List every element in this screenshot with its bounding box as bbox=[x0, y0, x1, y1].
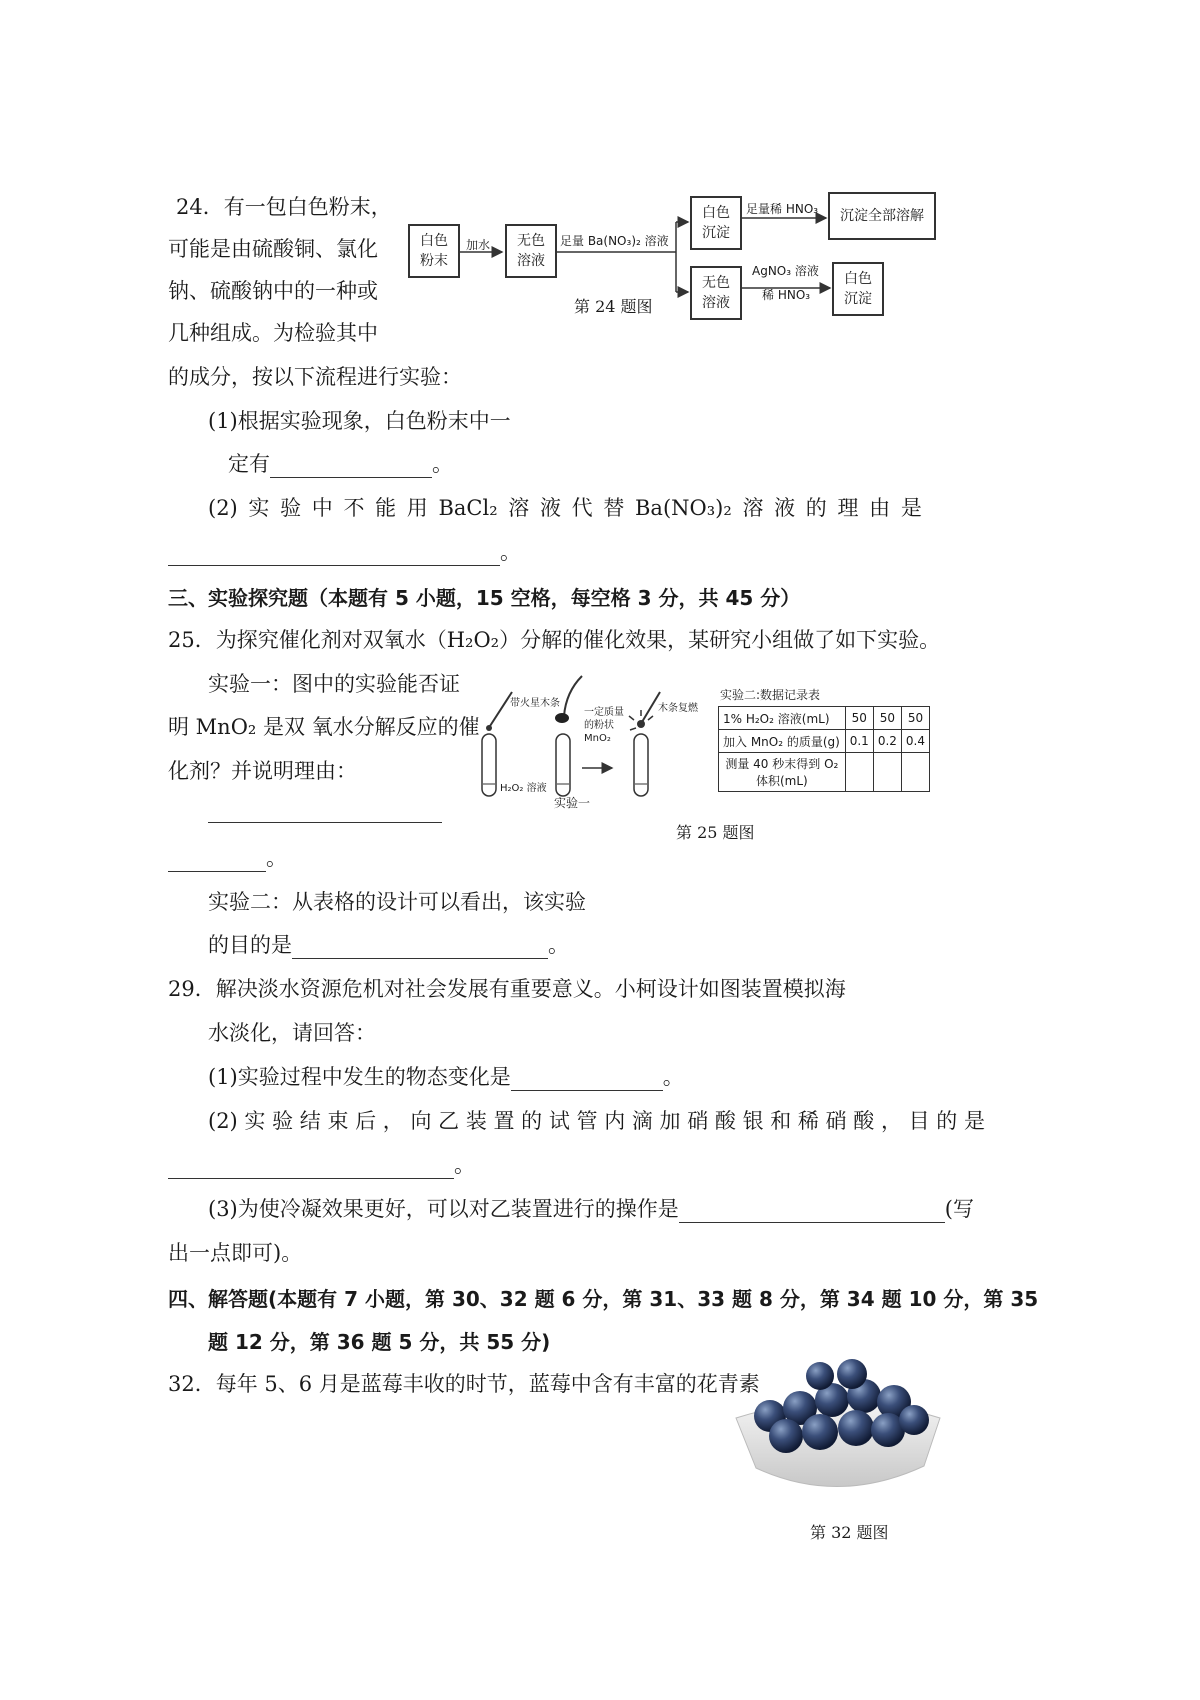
q25-exp1-line-2: 明 MnO₂ 是双 氧水分解反应的催 bbox=[168, 715, 480, 739]
q25-exp2-line-a: 实验二：从表格的设计可以看出，该实验 bbox=[208, 890, 586, 914]
q29-sub3-line-a bbox=[208, 1195, 974, 1223]
table-cell: 0.2 bbox=[873, 730, 901, 753]
box-text: 溶液 bbox=[517, 253, 545, 269]
q25-exp2-answer-blank[interactable] bbox=[292, 936, 548, 959]
label-h2o2-solution: H₂O₂ 溶液 bbox=[500, 783, 547, 794]
section-3-heading: 三、实验探究题（本题有 5 小题，15 空格，每空格 3 分，共 45 分） bbox=[168, 586, 801, 610]
table-row bbox=[719, 730, 930, 753]
record-table-title: 实验二:数据记录表 bbox=[720, 688, 821, 702]
q29-sub1-prefix: (1)实验过程中发生的物态变化是 bbox=[208, 1065, 511, 1089]
q25-figure-caption: 第 25 题图 bbox=[676, 823, 755, 842]
q24-figure-caption: 第 24 题图 bbox=[574, 297, 653, 316]
q29-sub3-tail: (写 bbox=[944, 1197, 974, 1221]
q24-line-1: 24．有一包白色粉末， bbox=[176, 195, 392, 219]
q29-sub2-line-b bbox=[168, 1151, 475, 1179]
section-4-heading-a: 四、解答题(本题有 7 小题，第 30、32 题 6 分，第 31、33 题 8 分，第 34 题 10 分，第 35 bbox=[168, 1287, 1039, 1311]
q24-sub2-answer-blank[interactable] bbox=[168, 543, 500, 566]
q24-line-3: 钠、硫酸钠中的一种或 bbox=[168, 279, 378, 303]
table-cell bbox=[901, 753, 929, 792]
arrow-label-agno3: AgNO₃ 溶液 bbox=[752, 264, 819, 278]
table-cell: 加入 MnO₂ 的质量(g) bbox=[719, 730, 846, 753]
q25-exp2-prefix: 的目的是 bbox=[208, 933, 292, 957]
q29-sub2-line-a: (2) 实 验 结 束 后 ， 向 乙 装 置 的 试 管 内 滴 加 硝 酸 银 和 稀 硝 酸 ， 目 的 是 bbox=[208, 1109, 985, 1133]
arrow-label-water: 加水 bbox=[466, 238, 491, 252]
q29-sub1-end: 。 bbox=[662, 1065, 684, 1089]
q24-line-4: 几种组成。为检验其中 bbox=[168, 321, 378, 345]
arrow-label-ba-nitrate: 足量 Ba(NO₃)₂ 溶液 bbox=[560, 234, 669, 248]
section-4-heading-b: 题 12 分，第 36 题 5 分，共 55 分) bbox=[208, 1330, 551, 1354]
q25-exp1-answer-blank-1[interactable] bbox=[208, 822, 442, 823]
table-row bbox=[719, 707, 930, 730]
q24-line-2: 可能是由硫酸铜、氯化 bbox=[168, 237, 378, 261]
label-line: 的粉状 bbox=[584, 720, 614, 731]
q25-stem: 25．为探究催化剂对双氧水（H₂O₂）分解的催化效果，某研究小组做了如下实验。 bbox=[168, 628, 941, 652]
table-cell bbox=[845, 753, 873, 792]
q24-sub1-end: 。 bbox=[432, 452, 453, 476]
box-text: 白色 bbox=[844, 271, 872, 287]
q29-stem-b: 水淡化，请回答： bbox=[208, 1021, 376, 1045]
q29-sub1-answer-blank[interactable] bbox=[511, 1068, 663, 1091]
table-cell: 0.4 bbox=[901, 730, 929, 753]
q24-sub1-line-a: (1)根据实验现象，白色粉末中一 bbox=[208, 409, 511, 433]
q24-sub2-line-a: (2) 实 验 中 不 能 用 BaCl₂ 溶 液 代 替 Ba(NO₃)₂ 溶 液 的 理 由 是 bbox=[208, 496, 922, 520]
q25-exp2-end: 。 bbox=[548, 933, 569, 957]
box-text: 无色 bbox=[517, 233, 545, 249]
q29-sub3-prefix: (3)为使冷凝效果更好，可以对乙装置进行的操作是 bbox=[208, 1197, 679, 1221]
q29-sub2-answer-blank[interactable] bbox=[168, 1156, 454, 1179]
box-text: 溶液 bbox=[702, 295, 730, 311]
label-experiment-1: 实验一 bbox=[554, 796, 591, 810]
table-cell: 50 bbox=[845, 707, 873, 730]
q32-stem: 32．每年 5、6 月是蓝莓丰收的时节，蓝莓中含有丰富的花青素 bbox=[168, 1372, 760, 1396]
q29-sub1 bbox=[208, 1063, 684, 1091]
q29-sub3-line-b: 出一点即可)。 bbox=[168, 1241, 303, 1265]
label-line: MnO₂ bbox=[584, 733, 611, 744]
label-stick-reignites: 木条复燃 bbox=[658, 703, 698, 714]
q25-exp1-line-4 bbox=[168, 844, 287, 872]
blueberry-bowl-image bbox=[728, 1356, 948, 1506]
arrow-label-hno3: 足量稀 HNO₃ bbox=[746, 202, 819, 216]
table-cell: 50 bbox=[873, 707, 901, 730]
q25-exp1-end: 。 bbox=[266, 846, 287, 870]
record-table bbox=[718, 706, 930, 792]
table-cell: 1% H₂O₂ 溶液(mL) bbox=[719, 707, 846, 730]
q24-sub1-prefix: 定有 bbox=[228, 452, 270, 476]
q25-exp1-line-1: 实验一：图中的实验能否证 bbox=[208, 672, 460, 696]
flow-arrows bbox=[0, 0, 1200, 400]
q29-sub2-end: 。 bbox=[454, 1153, 475, 1177]
q24-sub2-line-b bbox=[168, 538, 521, 566]
box-text: 粉末 bbox=[420, 253, 448, 269]
q32-figure-caption: 第 32 题图 bbox=[810, 1523, 889, 1542]
box-text: 沉淀 bbox=[844, 291, 872, 307]
label-glowing-stick: 带火星木条 bbox=[510, 698, 560, 709]
q24-sub1-answer-blank[interactable] bbox=[270, 455, 432, 478]
q25-exp1-line-3: 化剂？并说明理由： bbox=[168, 759, 357, 783]
arrow-label-dilute-hno3: 稀 HNO₃ bbox=[762, 288, 811, 302]
table-row bbox=[719, 753, 930, 792]
label-line: 一定质量 bbox=[584, 707, 624, 718]
box-text: 沉淀 bbox=[702, 225, 730, 241]
q29-sub3-answer-blank[interactable] bbox=[679, 1200, 945, 1223]
q24-line-5: 的成分，按以下流程进行实验： bbox=[168, 365, 462, 389]
q25-exp2-line-b bbox=[208, 931, 569, 959]
box-text: 白色 bbox=[420, 233, 448, 249]
table-cell: 0.1 bbox=[845, 730, 873, 753]
q24-sub1-line-b bbox=[228, 450, 453, 478]
table-cell bbox=[873, 753, 901, 792]
table-cell: 50 bbox=[901, 707, 929, 730]
label-mno2-powder bbox=[584, 706, 624, 745]
q24-sub2-end: 。 bbox=[500, 540, 521, 564]
q25-exp1-answer-blank-2[interactable] bbox=[168, 849, 266, 872]
box-text: 沉淀全部溶解 bbox=[840, 208, 924, 224]
q29-stem-a: 29．解决淡水资源危机对社会发展有重要意义。小柯设计如图装置模拟海 bbox=[168, 977, 846, 1001]
box-text: 白色 bbox=[702, 205, 730, 221]
table-cell: 测量 40 秒末得到 O₂ 体积(mL) bbox=[719, 753, 846, 792]
box-text: 无色 bbox=[702, 275, 730, 291]
